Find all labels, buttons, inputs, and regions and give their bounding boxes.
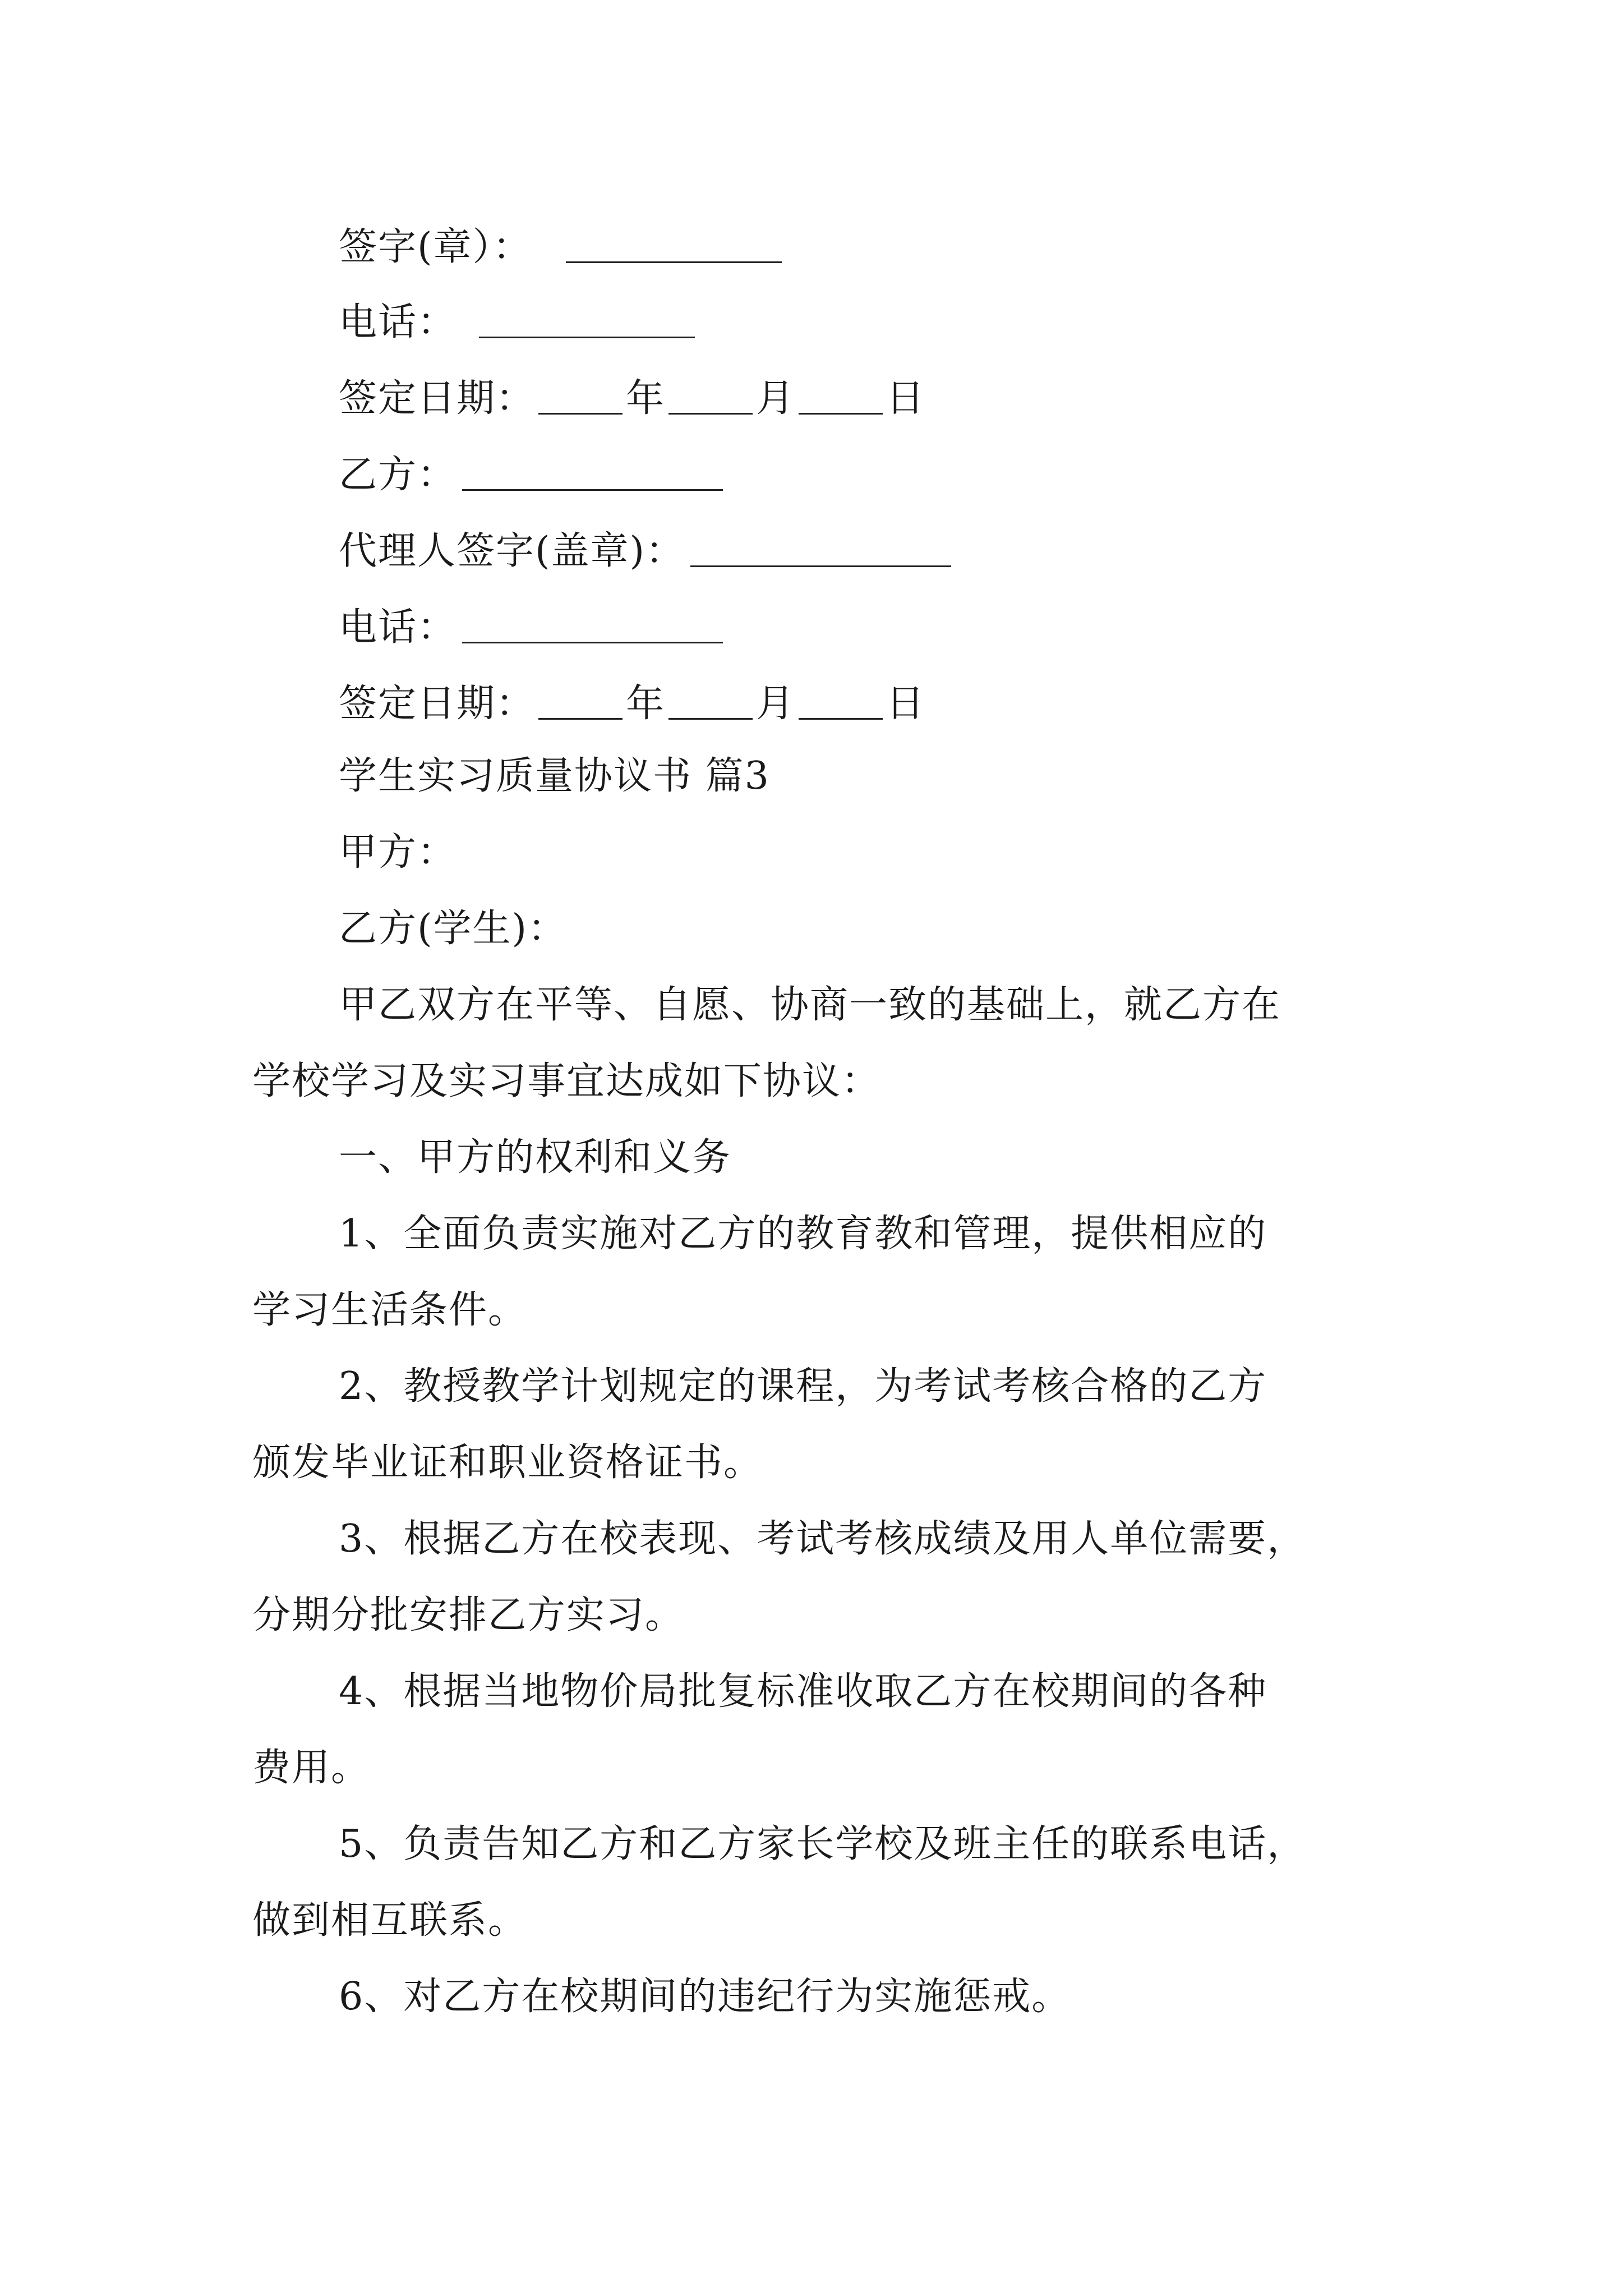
party-b-blank [462,455,723,491]
party-b-heading: 乙方(学生)： [339,907,568,951]
phone-blank-b [462,608,723,643]
agent-signature-line [339,528,1376,573]
phone-line-a [339,300,1376,342]
agent-signature-label: 代理人签字(盖章)： [339,529,685,573]
date-label-b: 签定日期： [339,682,536,726]
day-blank-a [799,379,883,415]
clause-5-line2: 做到相互联系。 [252,1898,528,1943]
clause-5-line1: 5、负责告知乙方和乙方家长学校及班主任的联系电话， [339,1822,1307,1866]
clause-2-line2: 颁发毕业证和职业资格证书。 [252,1441,763,1485]
clause-6-line1: 6、对乙方在校期间的违纪行为实施惩戒。 [339,1975,1071,2019]
intro-paragraph-line1: 甲乙双方在平等、自愿、协商一致的基础上，就乙方在 [339,983,1281,1027]
phone-label-a: 电话： [339,300,457,344]
date-label-a: 签定日期： [339,376,536,421]
signature-line [339,224,1376,269]
month-blank-b [668,684,753,720]
month-label-b: 月 [756,682,796,726]
party-a-heading: 甲方： [339,830,457,875]
phone-blank-a [479,303,695,338]
intro-paragraph-line2: 学校学习及实习事宜达成如下协议： [252,1059,881,1103]
day-label-b: 日 [886,682,926,726]
month-blank-a [668,379,753,415]
clause-3-line2: 分期分批安排乙方实习。 [252,1593,685,1637]
clause-2-line1: 2、教授教学计划规定的课程，为考试考核合格的乙方 [339,1364,1267,1409]
party-b-line [339,452,1376,497]
clause-4-line1: 4、根据当地物价局批复标准收取乙方在校期间的各种 [339,1669,1267,1714]
party-b-label: 乙方： [339,453,457,497]
date-line-b [339,681,1376,726]
year-blank-b [538,684,623,720]
date-line-a [339,376,1376,421]
clause-1-line2: 学习生活条件。 [252,1288,528,1332]
day-label-a: 日 [886,376,926,421]
agreement-title: 学生实习质量协议书 篇3 [339,754,770,798]
signature-blank [566,228,782,263]
clause-1-line1: 1、全面负责实施对乙方的教育教和管理，提供相应的 [339,1212,1267,1256]
month-label-a: 月 [756,376,796,421]
signature-label: 签字(章）： [339,225,532,269]
section-heading: 一、甲方的权利和义务 [339,1135,732,1180]
year-blank-a [538,379,623,415]
phone-label-b: 电话： [339,605,457,650]
phone-line-b [339,605,1376,650]
year-label-b: 年 [626,682,666,726]
day-blank-b [799,684,883,720]
clause-4-line2: 费用。 [252,1746,371,1790]
clause-3-line1: 3、根据乙方在校表现、考试考核成绩及用人单位需要， [339,1517,1307,1561]
year-label-a: 年 [626,376,666,421]
agent-signature-blank [690,532,951,567]
